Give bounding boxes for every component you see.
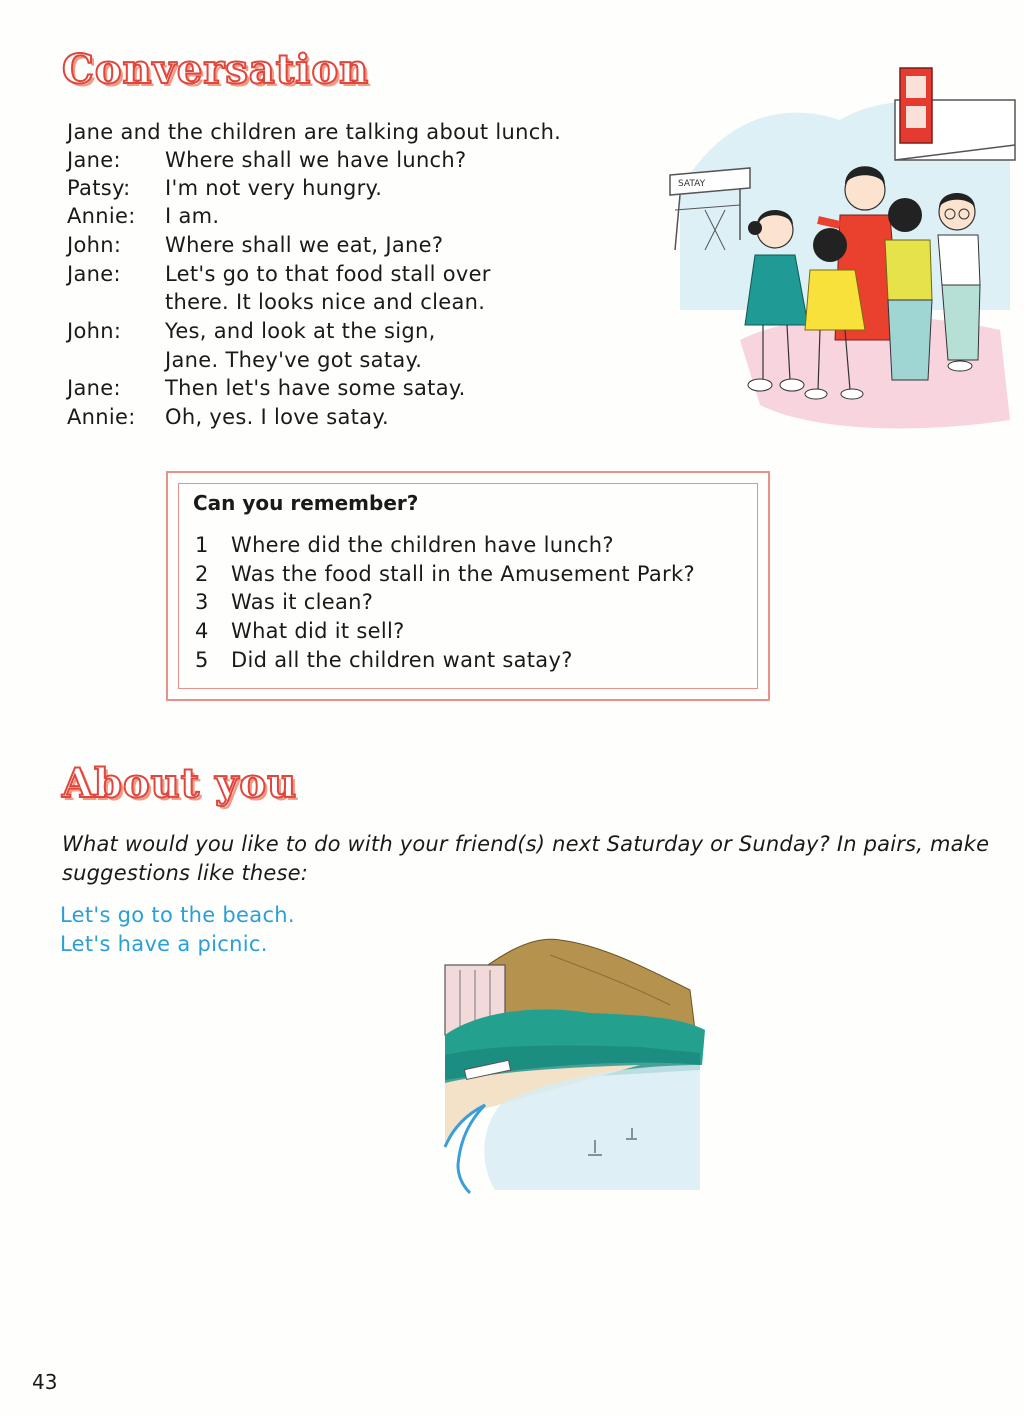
remember-box: [166, 471, 770, 701]
dialogue: [67, 148, 627, 438]
question-text: Did all the children want satay?: [231, 648, 573, 672]
speaker-name: Patsy:: [67, 176, 131, 200]
page-number: 43: [32, 1370, 58, 1394]
beach-illustration: [440, 935, 710, 1195]
question-item: [195, 590, 755, 616]
question-text: Was it clean?: [231, 590, 374, 614]
question-number: 3: [195, 590, 209, 614]
speaker-name: Annie:: [67, 204, 136, 228]
speaker-name: Jane:: [67, 376, 121, 400]
about-you-heading: About you: [62, 760, 298, 807]
dialogue-text: Where shall we have lunch?: [165, 148, 467, 172]
question-item: [195, 533, 755, 559]
dialogue-text: I am.: [165, 204, 220, 228]
dialogue-text: Where shall we eat, Jane?: [165, 233, 444, 257]
food-stall-illustration: [660, 60, 1024, 440]
question-number: 2: [195, 562, 209, 586]
dialogue-text: I'm not very hungry.: [165, 176, 383, 200]
question-text: What did it sell?: [231, 619, 405, 643]
dialogue-text: Let's go to that food stall over: [165, 262, 491, 286]
conversation-intro: Jane and the children are talking about lunch.: [67, 120, 562, 144]
question-text: Where did the children have lunch?: [231, 533, 614, 557]
speaker-name: Jane:: [67, 262, 121, 286]
dialogue-text: there. It looks nice and clean.: [165, 290, 486, 314]
question-number: 5: [195, 648, 209, 672]
question-item: [195, 619, 755, 645]
speaker-name: John:: [67, 319, 122, 343]
conversation-heading: Conversation: [62, 46, 370, 93]
speaker-name: John:: [67, 233, 122, 257]
speaker-name: Jane:: [67, 148, 121, 172]
example-suggestion: Let's go to the beach.: [60, 903, 295, 927]
remember-title: Can you remember?: [193, 491, 419, 515]
question-number: 1: [195, 533, 209, 557]
dialogue-text: Then let's have some satay.: [165, 376, 466, 400]
question-item: [195, 562, 755, 588]
question-text: Was the food stall in the Amusement Park?: [231, 562, 695, 586]
dialogue-text: Oh, yes. I love satay.: [165, 405, 390, 429]
question-number: 4: [195, 619, 209, 643]
dialogue-text: Jane. They've got satay.: [165, 348, 423, 372]
question-item: [195, 648, 755, 674]
stall-sign-text: SATAY: [678, 179, 706, 189]
example-suggestion: Let's have a picnic.: [60, 932, 268, 956]
remember-box-inner: [178, 483, 758, 689]
dialogue-text: Yes, and look at the sign,: [165, 319, 436, 343]
speaker-name: Annie:: [67, 405, 136, 429]
about-you-instruction: What would you like to do with your friend(s) next Saturday or Sunday? In pairs, make suggestions like these:: [62, 832, 990, 885]
